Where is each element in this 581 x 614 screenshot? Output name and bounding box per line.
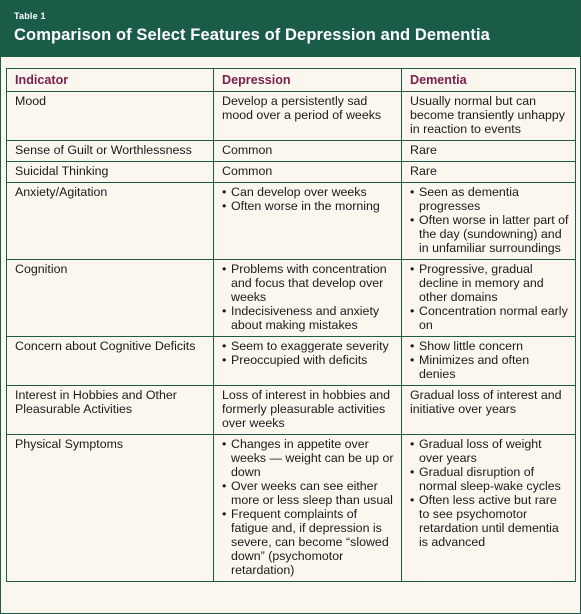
table-row xyxy=(7,435,576,582)
bullet-item: • Gradual loss of weight over years xyxy=(410,437,569,465)
cell-indicator: Physical Symptoms xyxy=(7,435,214,582)
cell-indicator: Mood xyxy=(7,92,214,141)
bullet-item: • Often less active but rare to see psychomotor retardation until dementia is advanced xyxy=(410,493,569,549)
bullet-item: • Over weeks can see either more or less sleep than usual xyxy=(222,479,395,507)
dementia-bullet-list xyxy=(410,262,569,332)
cell-depression: Common xyxy=(214,162,402,183)
cell-depression xyxy=(214,260,402,337)
bullet-item: • Changes in appetite over weeks — weight can be up or down xyxy=(222,437,395,479)
depression-bullet-list xyxy=(222,437,395,577)
bullet-item: • Can develop over weeks xyxy=(222,185,395,199)
column-header-dementia: Dementia xyxy=(402,69,576,92)
cell-dementia xyxy=(402,183,576,260)
bullet-item: • Indecisiveness and anxiety about making mistakes xyxy=(222,304,395,332)
cell-depression xyxy=(214,435,402,582)
cell-dementia xyxy=(402,435,576,582)
cell-indicator: Concern about Cognitive Deficits xyxy=(7,337,214,386)
bullet-item: • Show little concern xyxy=(410,339,569,353)
cell-dementia: Gradual loss of interest and initiative over years xyxy=(402,386,576,435)
cell-indicator: Sense of Guilt or Worthlessness xyxy=(7,141,214,162)
column-header-depression: Depression xyxy=(214,69,402,92)
table-title: Comparison of Select Features of Depression and Dementia xyxy=(14,26,490,44)
depression-bullet-list xyxy=(222,185,395,213)
bullet-item: • Minimizes and often denies xyxy=(410,353,569,381)
table-label: Table 1 xyxy=(14,11,46,21)
table-header xyxy=(1,1,580,57)
bullet-item: • Seen as dementia progresses xyxy=(410,185,569,213)
cell-depression xyxy=(214,337,402,386)
bullet-item: • Gradual disruption of normal sleep-wake cycles xyxy=(410,465,569,493)
comparison-table xyxy=(6,68,576,582)
cell-depression: Develop a persistently sad mood over a period of weeks xyxy=(214,92,402,141)
table-row xyxy=(7,337,576,386)
cell-indicator: Cognition xyxy=(7,260,214,337)
table-row xyxy=(7,386,576,435)
table-row xyxy=(7,141,576,162)
dementia-bullet-list xyxy=(410,185,569,255)
cell-dementia: Usually normal but can become transiently unhappy in reaction to events xyxy=(402,92,576,141)
bullet-item: • Often worse in the morning xyxy=(222,199,395,213)
table-row xyxy=(7,183,576,260)
table-row xyxy=(7,162,576,183)
header-row xyxy=(7,69,576,92)
cell-dementia xyxy=(402,337,576,386)
cell-depression xyxy=(214,183,402,260)
cell-depression: Common xyxy=(214,141,402,162)
depression-bullet-list xyxy=(222,262,395,332)
depression-bullet-list xyxy=(222,339,395,367)
cell-indicator: Anxiety/Agitation xyxy=(7,183,214,260)
column-header-indicator: Indicator xyxy=(7,69,214,92)
bullet-item: • Concentration normal early on xyxy=(410,304,569,332)
cell-indicator: Suicidal Thinking xyxy=(7,162,214,183)
bullet-item: • Often worse in latter part of the day (sundowning) and in unfamiliar surroundings xyxy=(410,213,569,255)
table-row xyxy=(7,92,576,141)
cell-depression: Loss of interest in hobbies and formerly pleasurable activities over weeks xyxy=(214,386,402,435)
bullet-item: • Preoccupied with deficits xyxy=(222,353,395,367)
bullet-item: • Seem to exaggerate severity xyxy=(222,339,395,353)
cell-dementia: Rare xyxy=(402,162,576,183)
bullet-item: • Progressive, gradual decline in memory and other domains xyxy=(410,262,569,304)
cell-indicator: Interest in Hobbies and Other Pleasurable Activities xyxy=(7,386,214,435)
dementia-bullet-list xyxy=(410,437,569,549)
cell-dementia: Rare xyxy=(402,141,576,162)
bullet-item: • Frequent complaints of fatigue and, if depression is severe, can become “slowed down” (psychomotor retardation) xyxy=(222,507,395,577)
dementia-bullet-list xyxy=(410,339,569,381)
bullet-item: • Problems with concentration and focus that develop over weeks xyxy=(222,262,395,304)
cell-dementia xyxy=(402,260,576,337)
table-row xyxy=(7,260,576,337)
